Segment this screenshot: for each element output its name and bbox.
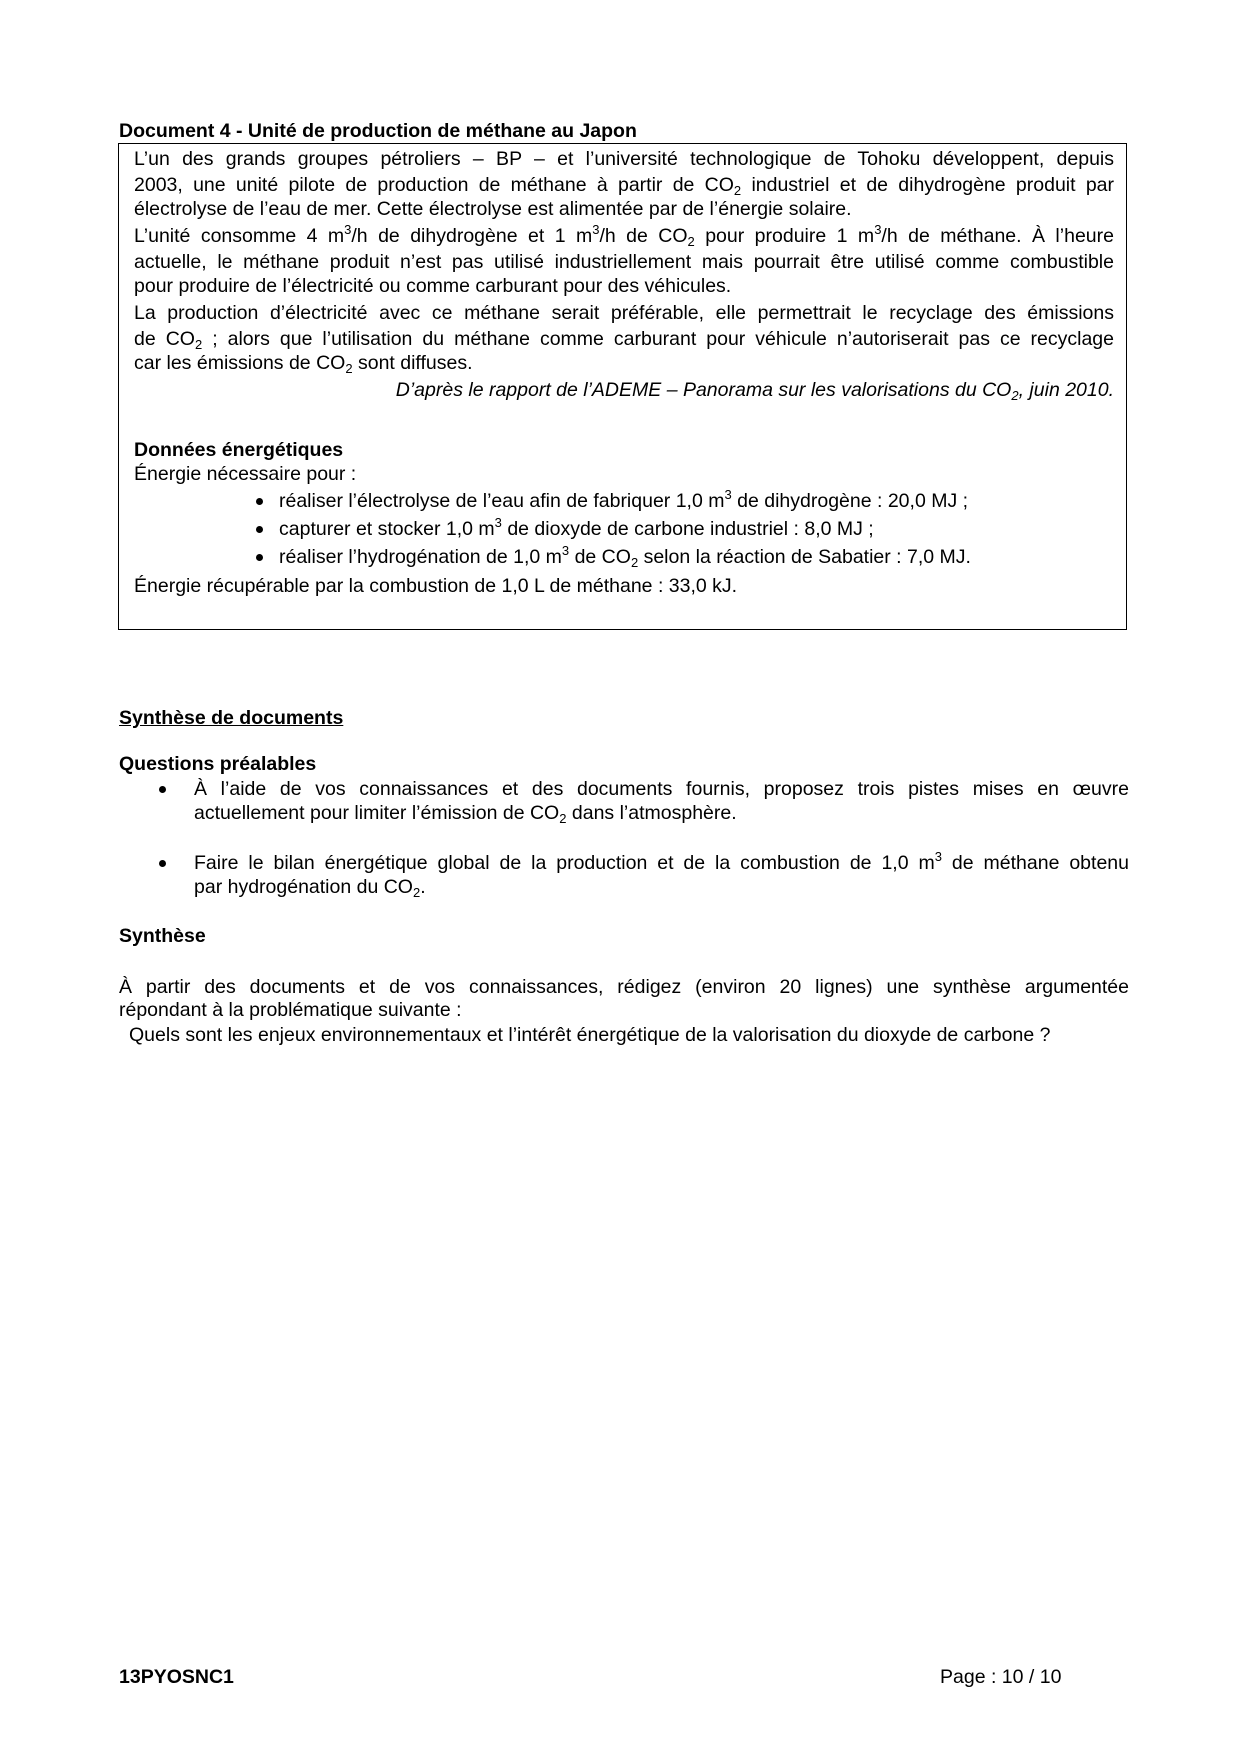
para3-line3: car les émissions de $CO_2$ sont diffuses. <box>134 352 473 376</box>
para2-line1: L’unité consomme 4 $m^3/h$ de dihydrogène et 1 $m^3/h$ de $CO_2$ pour produire 1 $m^3/h$ de méthane. À l’heure <box>134 222 1114 249</box>
energy-recovered: Énergie récupérable par la combustion de 1,0 L de méthane : 33,0 kJ. <box>134 575 738 597</box>
para1-line3: électrolyse de l’eau de mer. Cette électrolyse est alimentée par de l’énergie solaire. <box>134 198 852 220</box>
source-citation: D’après le rapport de l’ADEME – Panorama sur les valorisations du $CO_2$, juin 2010. <box>395 379 1114 403</box>
footer-code: 13PYOSNC1 <box>119 1666 234 1688</box>
question-1-line2: actuellement pour limiter l’émission de $CO_2$ dans l’atmosphère. <box>194 802 737 826</box>
para1-line2: 2003, une unité pilote de production de méthane à partir de $CO_2$ industriel et de dihydrogène produit par <box>134 174 1115 198</box>
bullet-icon <box>256 526 263 533</box>
bullet-icon <box>159 860 166 867</box>
synthese-line1: À partir des documents et de vos connaissances, rédigez (environ 20 lignes) une synthèse argumentée <box>119 976 1129 998</box>
document-box <box>118 143 1127 630</box>
bullet-icon <box>256 498 263 505</box>
questions-heading: Questions préalables <box>119 753 317 775</box>
footer-page-number: Page : 10 / 10 <box>940 1666 1062 1688</box>
para3-line1: La production d’électricité avec ce méthane serait préférable, elle permettrait le recyclage des émissions <box>134 302 1114 324</box>
problem-statement: Quels sont les enjeux environnementaux et l’intérêt énergétique de la valorisation du dioxyde de carbone ? <box>129 1024 1051 1046</box>
synthese-line2: répondant à la problématique suivante : <box>119 999 462 1021</box>
energy-bullet-3: réaliser l’hydrogénation de 1,0 $m^3$ de $CO_2$ selon la réaction de Sabatier : 7,0 MJ. <box>279 543 971 570</box>
para3-line2: de $CO_2$ ; alors que l’utilisation du méthane comme carburant pour véhicule n’autoriserait pas ce recyclage <box>134 328 1114 352</box>
question-2-line1: Faire le bilan énergétique global de la production et de la combustion de 1,0 $m^3$ de méthane obtenu <box>194 849 1129 874</box>
document-title: Document 4 - Unité de production de méthane au Japon <box>119 120 637 142</box>
energy-heading: Données énergétiques <box>134 439 344 461</box>
para2-line2: actuelle, le méthane produit n’est pas utilisé industriellement mais pourrait être utilisé comme combustible <box>134 251 1114 273</box>
synthese-heading: Synthèse <box>119 925 206 947</box>
bullet-icon <box>159 786 166 793</box>
energy-intro: Énergie nécessaire pour : <box>134 463 357 485</box>
bullet-icon <box>256 554 263 561</box>
energy-bullet-1: réaliser l’électrolyse de l’eau afin de fabriquer 1,0 $m^3$ de dihydrogène : 20,0 MJ ; <box>279 487 969 512</box>
question-2-line2: par hydrogénation du $CO_2$. <box>194 876 426 900</box>
para1-line1: L’un des grands groupes pétroliers – BP – et l’université technologique de Tohoku développent, depuis <box>134 148 1114 170</box>
synthesis-heading: Synthèse de documents <box>119 707 344 729</box>
question-1-line1: À l’aide de vos connaissances et des documents fournis, proposez trois pistes mises en œuvre <box>194 778 1129 800</box>
energy-bullet-2: capturer et stocker 1,0 $m^3$ de dioxyde de carbone industriel : 8,0 MJ ; <box>279 515 874 540</box>
para2-line3: pour produire de l’électricité ou comme carburant pour des véhicules. <box>134 275 732 297</box>
